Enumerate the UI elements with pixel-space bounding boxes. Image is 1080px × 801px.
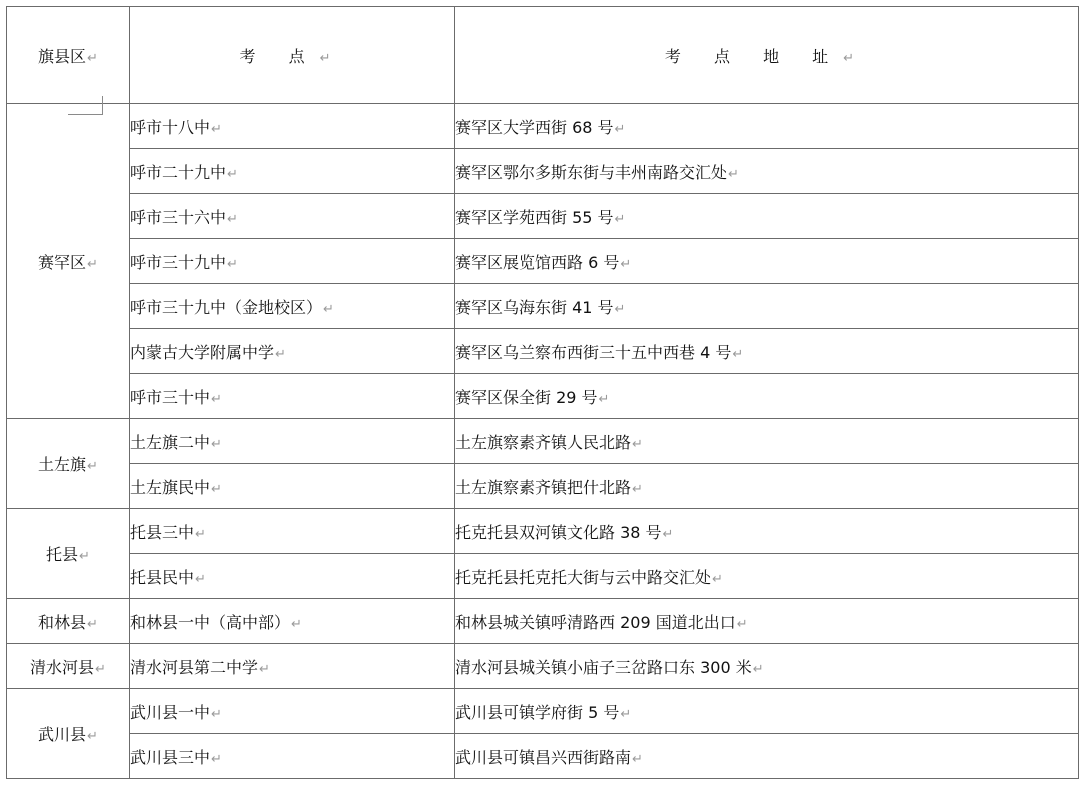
site-cell: 和林县一中（高中部）↵ (130, 599, 455, 644)
paragraph-mark-icon: ↵ (227, 166, 238, 182)
paragraph-mark-icon: ↵ (259, 661, 270, 677)
address-cell: 土左旗察素齐镇把什北路↵ (455, 464, 1079, 509)
site-cell: 呼市三十九中（金地校区）↵ (130, 284, 455, 329)
paragraph-mark-icon: ↵ (211, 436, 222, 452)
table-row (7, 689, 1079, 734)
paragraph-mark-icon: ↵ (87, 616, 98, 632)
paragraph-mark-icon: ↵ (87, 256, 98, 272)
address-cell: 赛罕区乌海东街 41 号↵ (455, 284, 1079, 329)
paragraph-mark-icon: ↵ (614, 121, 626, 137)
paragraph-mark-icon: ↵ (211, 391, 222, 407)
paragraph-mark-icon: ↵ (87, 729, 98, 744)
address-cell: 赛罕区学苑西街 55 号↵ (455, 194, 1079, 239)
table-row (7, 644, 1079, 689)
address-cell: 托克托县托克托大街与云中路交汇处↵ (455, 554, 1079, 599)
paragraph-mark-icon: ↵ (632, 481, 643, 497)
table-row (7, 599, 1079, 644)
site-cell: 呼市三十中↵ (130, 374, 455, 419)
paragraph-mark-icon: ↵ (598, 391, 610, 407)
address-cell: 武川县可镇昌兴西街路南↵ (455, 734, 1079, 779)
table-row (7, 374, 1079, 419)
table-row (7, 419, 1079, 464)
header-site: 考 点↵ (130, 7, 455, 104)
address-cell: 赛罕区乌兰察布西街三十五中西巷 4 号↵ (455, 329, 1079, 374)
paragraph-mark-icon: ↵ (275, 346, 286, 362)
paragraph-mark-icon: ↵ (95, 661, 106, 677)
county-cell: 赛罕区↵ (7, 104, 130, 419)
county-cell: 武川县↵ (7, 689, 130, 779)
paragraph-mark-icon: ↵ (736, 616, 748, 632)
paragraph-mark-icon: ↵ (752, 661, 764, 677)
site-cell: 呼市三十六中↵ (130, 194, 455, 239)
paragraph-mark-icon: ↵ (319, 50, 345, 66)
paragraph-mark-icon: ↵ (211, 706, 222, 722)
paragraph-mark-icon: ↵ (614, 211, 626, 227)
paragraph-mark-icon: ↵ (227, 256, 238, 272)
paragraph-mark-icon: ↵ (632, 751, 643, 767)
table-row (7, 239, 1079, 284)
exam-site-table (6, 6, 1079, 779)
paragraph-mark-icon: ↵ (211, 121, 222, 137)
paragraph-mark-icon: ↵ (728, 166, 739, 182)
site-cell: 武川县一中↵ (130, 689, 455, 734)
address-cell: 赛罕区鄂尔多斯东街与丰州南路交汇处↵ (455, 149, 1079, 194)
address-cell: 武川县可镇学府街 5 号↵ (455, 689, 1079, 734)
county-cell: 托县↵ (7, 509, 130, 599)
paragraph-mark-icon: ↵ (211, 751, 222, 767)
table-body (7, 104, 1079, 779)
table-row (7, 284, 1079, 329)
table-row (7, 194, 1079, 239)
paragraph-mark-icon: ↵ (632, 436, 643, 452)
paragraph-mark-icon: ↵ (87, 459, 98, 474)
site-cell: 呼市三十九中↵ (130, 239, 455, 284)
site-cell: 托县民中↵ (130, 554, 455, 599)
paragraph-mark-icon: ↵ (211, 481, 222, 497)
paragraph-mark-icon: ↵ (323, 301, 334, 317)
paragraph-mark-icon: ↵ (662, 526, 674, 542)
paragraph-mark-icon: ↵ (620, 706, 632, 722)
table-row (7, 554, 1079, 599)
site-cell: 呼市十八中↵ (130, 104, 455, 149)
table-row (7, 329, 1079, 374)
site-cell: 托县三中↵ (130, 509, 455, 554)
header-address: 考 点 地 址↵ (455, 7, 1079, 104)
site-cell: 土左旗二中↵ (130, 419, 455, 464)
text-boundary-mark (68, 96, 103, 115)
address-cell: 赛罕区保全街 29 号↵ (455, 374, 1079, 419)
address-cell: 土左旗察素齐镇人民北路↵ (455, 419, 1079, 464)
site-cell: 武川县三中↵ (130, 734, 455, 779)
address-cell: 赛罕区大学西街 68 号↵ (455, 104, 1079, 149)
address-cell: 托克托县双河镇文化路 38 号↵ (455, 509, 1079, 554)
county-cell: 和林县↵ (7, 599, 130, 644)
table-row (7, 734, 1079, 779)
table-row (7, 149, 1079, 194)
table-row (7, 104, 1079, 149)
address-cell: 和林县城关镇呼清路西 209 国道北出口↵ (455, 599, 1079, 644)
site-cell: 呼市二十九中↵ (130, 149, 455, 194)
paragraph-mark-icon: ↵ (291, 616, 302, 632)
site-cell: 土左旗民中↵ (130, 464, 455, 509)
paragraph-mark-icon: ↵ (227, 211, 238, 227)
address-cell: 清水河县城关镇小庙子三岔路口东 300 米↵ (455, 644, 1079, 689)
table-row (7, 464, 1079, 509)
county-cell: 清水河县↵ (7, 644, 130, 689)
paragraph-mark-icon: ↵ (79, 549, 90, 564)
paragraph-mark-icon: ↵ (614, 301, 626, 317)
paragraph-mark-icon: ↵ (195, 571, 206, 587)
county-cell: 土左旗↵ (7, 419, 130, 509)
site-cell: 内蒙古大学附属中学↵ (130, 329, 455, 374)
paragraph-mark-icon: ↵ (843, 50, 869, 66)
table-row (7, 509, 1079, 554)
header-county: 旗县区↵ (7, 7, 130, 104)
address-cell: 赛罕区展览馆西路 6 号↵ (455, 239, 1079, 284)
paragraph-mark-icon: ↵ (732, 346, 744, 362)
paragraph-mark-icon: ↵ (87, 50, 98, 66)
paragraph-mark-icon: ↵ (712, 571, 723, 587)
paragraph-mark-icon: ↵ (195, 526, 206, 542)
paragraph-mark-icon: ↵ (620, 256, 632, 272)
site-cell: 清水河县第二中学↵ (130, 644, 455, 689)
